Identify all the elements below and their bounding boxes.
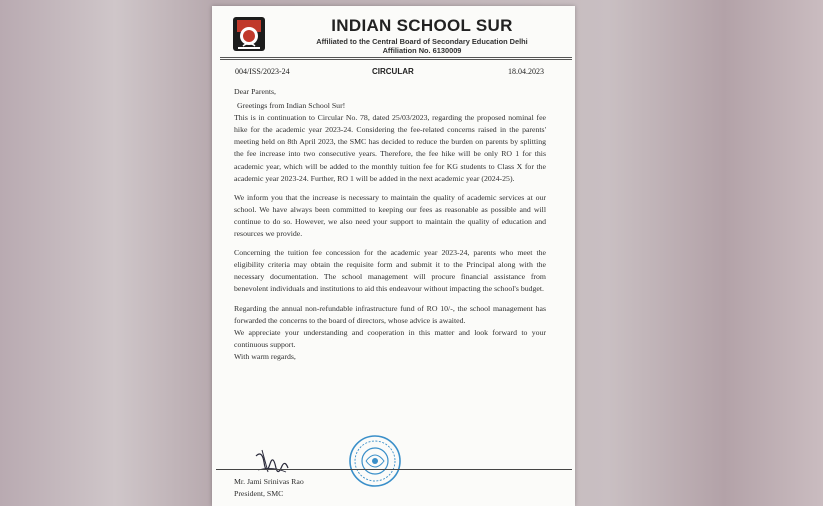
paragraph-infrastructure-fund: Regarding the annual non-refundable infrastructure fund of RO 10/-, the school management has forwarded the concerns to the board of directors, whose advice is awaited. (234, 303, 546, 325)
circular-document (212, 6, 575, 506)
header-divider (220, 57, 572, 58)
signer-role: President, SMC (234, 489, 284, 498)
school-seal-icon (348, 434, 402, 488)
circular-date: 18.04.2023 (508, 67, 544, 76)
circular-reference-number: 004/ISS/2023-24 (235, 67, 290, 76)
paragraph-fee-hike: This is in continuation to Circular No. 78, dated 25/03/2023, regarding the proposed nominal fee hike for the academic year 2023-24. Considering the fee-related concerns raised in the parents' meeting held on 8th April 2023, the SMC has decided to reduce the burden on parents by splitting the fee increase into two consecutive years. Therefore, the fee hike will be only RO 1 for this academic year, which will be added to the monthly tuition fee for KG students to Class X for the academic year 2023-24. Further, RO 1 will be added in the next academic year (2024-25). (234, 113, 546, 183)
letter-body (234, 86, 546, 363)
header-divider-double (220, 59, 572, 60)
school-name: INDIAN SCHOOL SUR (331, 16, 513, 35)
affiliation-line: Affiliated to the Central Board of Secondary Education Delhi (316, 37, 528, 46)
footer-divider (216, 469, 572, 470)
circular-title: CIRCULAR (372, 67, 414, 76)
greeting: Greetings from Indian School Sur! (237, 101, 346, 111)
school-crest-icon (232, 16, 266, 52)
salutation: Dear Parents, (234, 87, 276, 96)
affiliation-number: Affiliation No. 6130009 (382, 46, 462, 55)
paragraph-quality: We inform you that the increase is necessary to maintain the quality of academic services at our school. We have always been committed to keeping our fees as reasonable as possible and will continue to do so. However, we also need your support to maintain the quality of education and resources we provide. (234, 192, 546, 239)
signer-name: Mr. Jami Srinivas Rao (234, 477, 304, 486)
sign-off: With warm regards, (234, 351, 296, 361)
paragraph-concession: Concerning the tuition fee concession for the academic year 2023-24, parents who meet the eligibility criteria may obtain the requisite form and submit it to the Principal along with the necessary documentation. The school management will procure financial assistance from benevolent individuals and institutions to aid this endeavour without impacting the school's budget. (234, 248, 546, 294)
paragraph-appreciation: We appreciate your understanding and cooperation in this matter and look forward to your continuous support. (234, 327, 546, 349)
